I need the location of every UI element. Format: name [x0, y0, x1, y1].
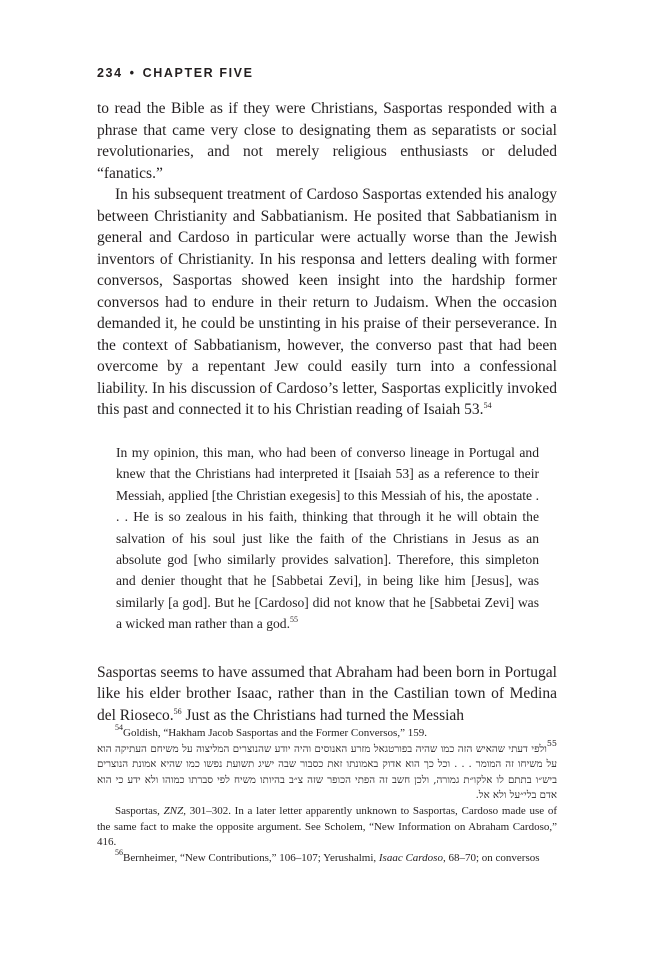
footnote-55-citation-b: , 301–302. In a later letter apparently unknown to Sasportas, Cardoso made use of the same fact to make the opposite argument. See Scholem, “New Information on Abraham Cardoso,” 416. [97, 804, 557, 849]
paragraph-2 [97, 184, 557, 421]
footnote-54-text: Goldish, “Hakham Jacob Sasportas and the Former Conversos,” 159. [123, 727, 427, 739]
page-number: 234 [97, 66, 123, 80]
footnote-56-text-a: Bernheimer, “New Contributions,” 106–107; Yerushalmi, [123, 851, 379, 864]
footnote-56-number: 56 [115, 847, 123, 857]
footnote-56 [97, 847, 557, 867]
paragraph-1 [97, 98, 557, 184]
chapter-title: CHAPTER FIVE [142, 66, 254, 80]
paragraph-2-text: In his subsequent treatment of Cardoso Sasportas extended his analogy between Christianity and Sabbatianism. He posited that Sabbatianism in general and Cardoso in particular were actually worse than the Jewish inventors of Christianity. In his responsa and letters dealing with former conversos, Sasportas showed keen insight into the hardship former conversos had to endure in their return to Judaism. When the occasion demanded it, he could be unstinting in his praise of their perseverance. In the context of Sabbatianism, however, the converso past that had been overcome by a repentant Jew could easily turn into a confessional liability. In his discussion of Cardoso’s letter, Sasportas explicitly invoked this past and connected it to his Christian reading of Isaiah 53. [97, 186, 557, 418]
footnote-55-hebrew-text: ולפי דעתי שהאיש הזה כמו שהיה בפורטגאל מזרע האנוסים והיה יודע שהנוצרים המליצוה על משיחם העתיקה הוא על משיחו זה המומר . . . וכל כך הוא אדוק באמונתו זאת כסבור שבה ישיג תשועת נפשו כמו שהיא אמונת הנוצרים ביש״ו בתתם לו אלקו״ת גמורה, ולכן חשב זה הפתי הכופר שזה צ״ב בהיותו משיח לפי סברתו כמוהו ולא ידע כי הוא אדם בלי״על ולא אל. [97, 743, 557, 802]
footnote-54-number: 54 [115, 723, 123, 732]
header-separator: • [129, 66, 136, 80]
note-ref-56[interactable]: 56 [173, 706, 182, 716]
paragraph-3-text-b: Just as the Christians had turned the Messiah [181, 706, 465, 724]
footnote-55-hebrew: $^{55}$ולפי דעתי שהאיש הזה כמו שהיה בפורטגאל מזרע האנוסים והיה יודע שהנוצרים המליצוה על משיחם העתיקה הוא על משיחו זה המומר . . . וכל כך הוא אדוק באמונתו זאת כסבור שבה ישיג תשועת נפשו כמו שהיא אמונת הנוצרים ביש״ו בתתם לו אלקו״ת גמורה, ולכן חשב זה הפתי הכופר שזה צ״ב בהיותו משיח לפי סברתו כמוהו ולא ידע כי הוא אדם בלי״על ולא אל. [97, 738, 557, 802]
note-ref-55[interactable]: 55 [290, 615, 299, 625]
footnote-56-title: Isaac Cardoso [378, 851, 443, 864]
block-quote-text: In my opinion, this man, who had been of converso lineage in Portugal and knew that the Christians had interpreted it [Isaiah 53] as a reference to their Messiah, applied [the Christian exegesis] to this Messiah of his, the apostate . . . He is so zealous in his faith, thinking that through it he will obtain the salvation of his soul just like the faith of the Christians in Jesus as an absolute god [who similarly provides salvation]. Therefore, this simpleton and denier thought that he [Sabbetai Zevi], in being like him [Jesus], was similarly [a god]. But he [Cardoso] did not know that he [Sabbetai Zevi] was a wicked man rather than a god. [116, 445, 539, 632]
paragraph-3-text-a: Sasportas seems to have assumed that Abraham had been born in Portugal like his elder brother Isaac, rather than in the Castilian town of Medina del Rioseco. [97, 663, 557, 724]
footnote-55-citation-title: ZNZ [163, 804, 184, 817]
footnotes [97, 723, 557, 866]
footnote-54 [97, 723, 557, 742]
running-head [97, 66, 254, 80]
paragraph-1-text: to read the Bible as if they were Christians, Sasportas responded with a phrase that came very close to designating them as separatists or social revolutionaries, and not merely religious enthusiasts or deluded “fanatics.” [97, 100, 557, 182]
footnote-55-citation-a: Sasportas, [115, 804, 164, 817]
footnote-55-citation [97, 804, 557, 851]
note-ref-54[interactable]: 54 [483, 401, 492, 410]
footnote-56-text-b: , 68–70; on conversos [442, 851, 540, 864]
block-quote [116, 442, 539, 635]
